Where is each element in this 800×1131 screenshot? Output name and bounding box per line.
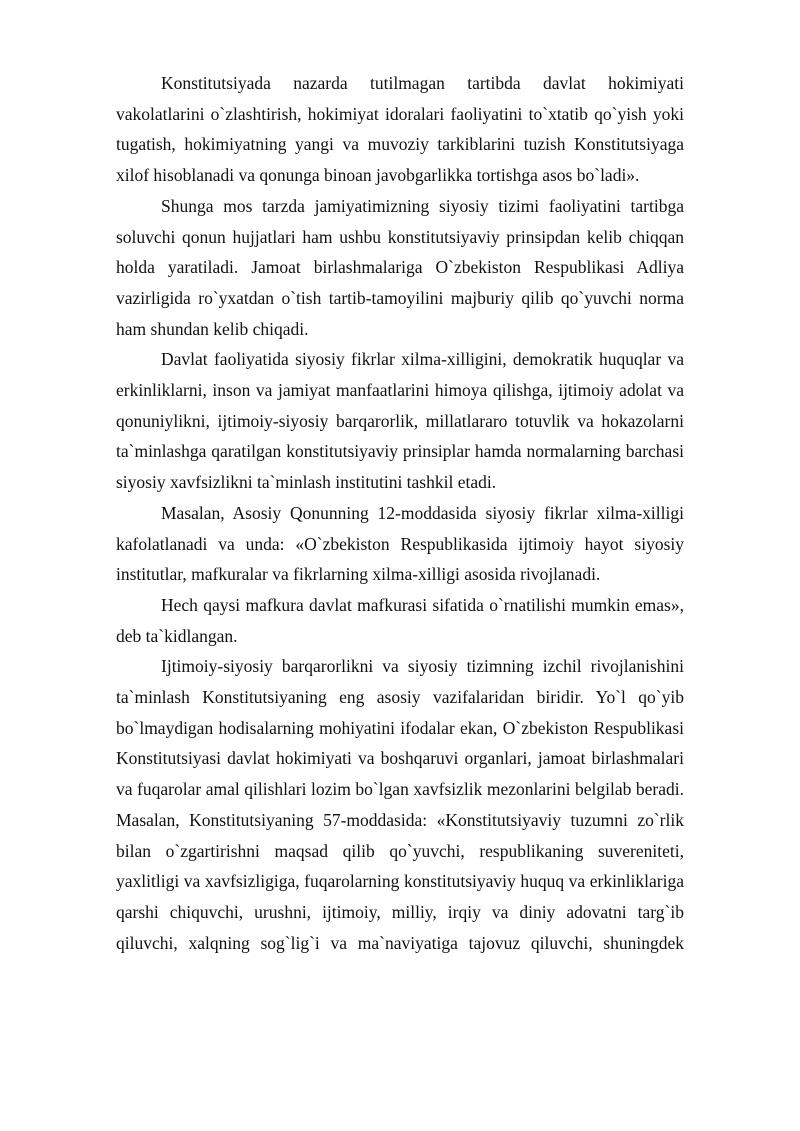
paragraph-5: Hech qaysi mafkura davlat mafkurasi sifatida o`rnatilishi mumkin emas», deb ta`kidlangan. (116, 594, 684, 646)
paragraph-3: Davlat faoliyatida siyosiy fikrlar xilma-xilligini, demokratik huquqlar va erkinliklarni, inson va jamiyat manfaatlarini himoya qilishga, ijtimoiy adolat va qonuniylikni, ijtimoiy-siyosiy barqarorlik, millatlararo totuvlik va hokazolarni ta`minlashga qaratilgan konstitutsiyaviy prinsiplar hamda normalarning barchasi siyosiy xavfsizlikni ta`minlash institutini tashkil etadi. (116, 349, 684, 493)
paragraph-4: Masalan, Asosiy Qonunning 12-moddasida siyosiy fikrlar xilma-xilligi kafolatlanadi va unda: «O`zbekiston Respublikasida ijtimoiy hayot siyosiy institutlar, mafkuralar va fikrlarning xilma-xilligi asosida rivojlanadi. (116, 502, 684, 585)
paragraph-6: Ijtimoiy-siyosiy barqarorlikni va siyosiy tizimning izchil rivojlanishini ta`minlash Konstitutsiyaning eng asosiy vazifalaridan biridir. Yo`l qo`yib bo`lmaydigan hodisalarning mohiyatini ifodalar ekan, O`zbekiston Respublikasi Konstitutsiyasi davlat hokimiyati va boshqaruvi organlari, jamoat birlashmalari va fuqarolar amal qilishlari lozim bo`lgan xavfsizlik mezonlarini belgilab beradi. Masalan, Konstitutsiyaning 57-moddasida: «Konstitutsiyaviy tuzumni zo`rlik bilan o`zgartirishni maqsad qilib qo`yuvchi, respublikaning suvereniteti, yaxlitligi va xavfsizligiga, fuqarolarning konstitutsiyaviy huquq va erkinliklariga qarshi chiquvchi, urushni, ijtimoiy, milliy, irqiy va diniy adovatni targ`ib qiluvchi, xalqning sog`lig`i va ma`naviyatiga tajovuz qiluvchi, shuningdek (116, 656, 684, 953)
paragraph-2: Shunga mos tarzda jamiyatimizning siyosiy tizimi faoliyatini tartibga soluvchi qonun hujjatlari ham ushbu konstitutsiyaviy prinsipdan kelib chiqqan holda yaratiladi. Jamoat birlashmalariga O`zbekiston Respublikasi Adliya vazirligida ro`yxatdan o`tish tartib-tamoyilini majburiy qilib qo`yuvchi norma ham shundan kelib chiqadi. (116, 195, 684, 339)
paragraph-1: Konstitutsiyada nazarda tutilmagan tartibda davlat hokimiyati vakolatlarini o`zlashtirish, hokimiyat idoralari faoliyatini to`xtatib qo`yish yoki tugatish, hokimiyatning yangi va muvoziy tarkiblarini tuzish Konstitutsiyaga xilof hisoblanadi va qonunga binoan javobgarlikka tortishga asos bo`ladi». (116, 73, 684, 186)
